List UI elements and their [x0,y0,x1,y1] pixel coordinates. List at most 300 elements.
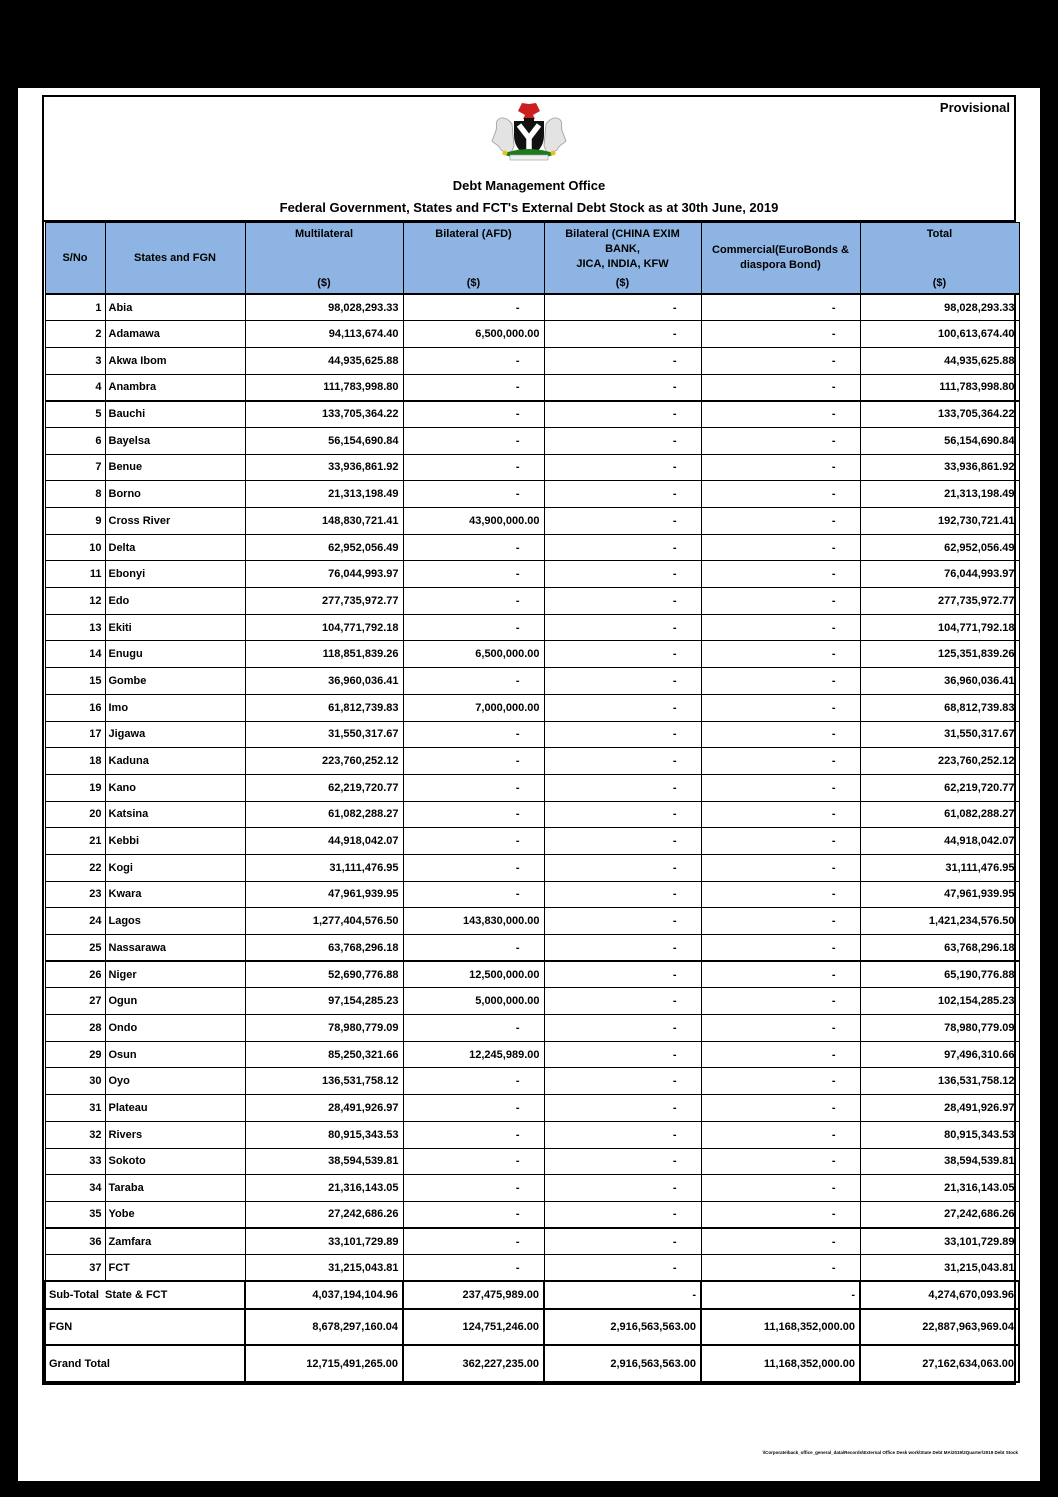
grand-total-total: 27,162,634,063.00 [860,1345,1019,1382]
cell-sno: 1 [45,294,105,321]
cell-state: Sokoto [105,1148,245,1175]
cell-total: 31,550,317.67 [860,721,1019,748]
cell-sno: 28 [45,1015,105,1042]
cell-bilateral-afd: - [403,1228,544,1255]
cell-bilateral-china: - [544,321,701,348]
cell-commercial: - [701,935,860,962]
cell-state: Nassarawa [105,935,245,962]
cell-multilateral: 21,316,143.05 [245,1175,403,1202]
cell-commercial: - [701,668,860,695]
cell-commercial: - [701,1175,860,1202]
cell-state: Ogun [105,988,245,1015]
cell-total: 80,915,343.53 [860,1121,1019,1148]
cell-multilateral: 33,936,861.92 [245,454,403,481]
cell-multilateral: 33,101,729.89 [245,1228,403,1255]
cell-sno: 2 [45,321,105,348]
subtotal-multilateral: 4,037,194,104.96 [245,1281,403,1309]
cell-bilateral-china: - [544,1148,701,1175]
cell-multilateral: 61,812,739.83 [245,694,403,721]
cell-commercial: - [701,694,860,721]
cell-total: 62,952,056.49 [860,534,1019,561]
subtotal-label: Sub-Total State & FCT [45,1281,245,1309]
document-page [18,88,1040,1481]
cell-commercial: - [701,1068,860,1095]
cell-multilateral: 36,960,036.41 [245,668,403,695]
cell-bilateral-china: - [544,454,701,481]
fgn-total: 22,887,963,969.04 [860,1309,1019,1345]
cell-commercial: - [701,561,860,588]
table-row [45,321,1019,348]
cell-total: 97,496,310.66 [860,1041,1019,1068]
cell-bilateral-afd: - [403,1121,544,1148]
cell-bilateral-afd: - [403,774,544,801]
cell-total: 21,316,143.05 [860,1175,1019,1202]
cell-multilateral: 47,961,939.95 [245,881,403,908]
table-row [45,534,1019,561]
cell-total: 44,918,042.07 [860,828,1019,855]
cell-state: Edo [105,588,245,615]
cell-sno: 14 [45,641,105,668]
cell-bilateral-afd: - [403,401,544,428]
cell-bilateral-china: - [544,1228,701,1255]
cell-multilateral: 111,783,998.80 [245,374,403,401]
cell-total: 47,961,939.95 [860,881,1019,908]
cell-sno: 5 [45,401,105,428]
cell-sno: 13 [45,614,105,641]
cell-bilateral-china: - [544,721,701,748]
cell-total: 44,935,625.88 [860,347,1019,374]
cell-commercial: - [701,588,860,615]
cell-bilateral-china: - [544,1201,701,1228]
col-header-multilateral: Multilateral ($) [245,223,403,295]
cell-commercial: - [701,481,860,508]
cell-total: 33,936,861.92 [860,454,1019,481]
cell-bilateral-china: - [544,481,701,508]
cell-bilateral-afd: - [403,374,544,401]
table-row [45,854,1019,881]
grand-total-bilateral-afd: 362,227,235.00 [403,1345,544,1382]
table-row [45,908,1019,935]
table-summary [45,1281,1019,1382]
cell-multilateral: 31,215,043.81 [245,1255,403,1282]
cell-commercial: - [701,1228,860,1255]
table-row [45,1121,1019,1148]
cell-bilateral-china: - [544,988,701,1015]
cell-bilateral-afd: 43,900,000.00 [403,508,544,535]
debt-stock-table [44,222,1020,1383]
cell-bilateral-afd: - [403,881,544,908]
table-row [45,1148,1019,1175]
cell-state: Borno [105,481,245,508]
table-row [45,668,1019,695]
cell-total: 61,082,288.27 [860,801,1019,828]
fgn-label: FGN [45,1309,245,1345]
cell-sno: 34 [45,1175,105,1202]
cell-bilateral-afd: - [403,1201,544,1228]
cell-bilateral-china: - [544,1175,701,1202]
cell-bilateral-china: - [544,828,701,855]
cell-commercial: - [701,454,860,481]
cell-bilateral-afd: - [403,748,544,775]
cell-commercial: - [701,721,860,748]
table-row [45,1175,1019,1202]
cell-multilateral: 38,594,539.81 [245,1148,403,1175]
cell-commercial: - [701,828,860,855]
cell-bilateral-afd: 6,500,000.00 [403,641,544,668]
fgn-row [45,1309,1019,1345]
cell-multilateral: 223,760,252.12 [245,748,403,775]
cell-sno: 37 [45,1255,105,1282]
fgn-multilateral: 8,678,297,160.04 [245,1309,403,1345]
cell-total: 31,111,476.95 [860,854,1019,881]
cell-sno: 16 [45,694,105,721]
cell-total: 65,190,776.88 [860,961,1019,988]
cell-bilateral-china: - [544,534,701,561]
cell-state: Enugu [105,641,245,668]
cell-commercial: - [701,988,860,1015]
cell-total: 76,044,993.97 [860,561,1019,588]
cell-bilateral-china: - [544,374,701,401]
cell-total: 136,531,758.12 [860,1068,1019,1095]
cell-state: Ondo [105,1015,245,1042]
cell-multilateral: 44,918,042.07 [245,828,403,855]
subtotal-bilateral-afd: 237,475,989.00 [403,1281,544,1309]
cell-bilateral-afd: - [403,668,544,695]
cell-sno: 8 [45,481,105,508]
cell-commercial: - [701,1041,860,1068]
cell-multilateral: 52,690,776.88 [245,961,403,988]
table-row [45,1068,1019,1095]
table-row [45,454,1019,481]
table-row [45,481,1019,508]
cell-multilateral: 104,771,792.18 [245,614,403,641]
cell-state: Imo [105,694,245,721]
cell-bilateral-china: - [544,1121,701,1148]
table-row [45,1228,1019,1255]
cell-sno: 33 [45,1148,105,1175]
table-row [45,1041,1019,1068]
cell-state: Bauchi [105,401,245,428]
cell-multilateral: 97,154,285.23 [245,988,403,1015]
fgn-commercial: 11,168,352,000.00 [701,1309,860,1345]
cell-bilateral-china: - [544,935,701,962]
cell-bilateral-afd: - [403,481,544,508]
cell-commercial: - [701,908,860,935]
cell-total: 38,594,539.81 [860,1148,1019,1175]
table-row [45,961,1019,988]
cell-total: 192,730,721.41 [860,508,1019,535]
subtotal-total: 4,274,670,093.96 [860,1281,1019,1309]
cell-multilateral: 85,250,321.66 [245,1041,403,1068]
cell-multilateral: 133,705,364.22 [245,401,403,428]
cell-sno: 30 [45,1068,105,1095]
cell-multilateral: 78,980,779.09 [245,1015,403,1042]
cell-sno: 24 [45,908,105,935]
cell-state: Zamfara [105,1228,245,1255]
cell-total: 27,242,686.26 [860,1201,1019,1228]
cell-bilateral-china: - [544,1015,701,1042]
cell-state: Akwa Ibom [105,347,245,374]
cell-sno: 25 [45,935,105,962]
cell-bilateral-afd: 7,000,000.00 [403,694,544,721]
provisional-label: Provisional [939,100,1010,115]
cell-sno: 21 [45,828,105,855]
cell-state: Plateau [105,1095,245,1122]
cell-bilateral-china: - [544,401,701,428]
cell-state: Bayelsa [105,427,245,454]
cell-state: Abia [105,294,245,321]
cell-bilateral-afd: - [403,1095,544,1122]
cell-sno: 31 [45,1095,105,1122]
cell-state: Rivers [105,1121,245,1148]
cell-bilateral-afd: - [403,427,544,454]
cell-sno: 15 [45,668,105,695]
cell-sno: 36 [45,1228,105,1255]
cell-multilateral: 277,735,972.77 [245,588,403,615]
file-path-footnote: \\Corporate\back_office_general_data\Records\External Office Desk work\State Debt MA\2019\2Quarter\2019 Debt Stock [762,1450,1018,1455]
cell-bilateral-china: - [544,748,701,775]
cell-commercial: - [701,321,860,348]
table-row [45,774,1019,801]
grand-total-commercial: 11,168,352,000.00 [701,1345,860,1382]
cell-state: Gombe [105,668,245,695]
table-row [45,828,1019,855]
cell-bilateral-china: - [544,294,701,321]
cell-state: Kano [105,774,245,801]
col-header-bilateral-china: Bilateral (CHINA EXIM BANK, JICA, INDIA, KFW ($) [544,223,701,295]
cell-bilateral-china: - [544,1095,701,1122]
cell-bilateral-afd: - [403,1255,544,1282]
report-title: Federal Government, States and FCT's External Debt Stock as at 30th June, 2019 [279,200,779,215]
cell-state: Lagos [105,908,245,935]
cell-multilateral: 136,531,758.12 [245,1068,403,1095]
cell-state: Delta [105,534,245,561]
cell-commercial: - [701,1121,860,1148]
table-row [45,614,1019,641]
cell-commercial: - [701,294,860,321]
cell-bilateral-afd: - [403,454,544,481]
cell-bilateral-afd: - [403,854,544,881]
table-row [45,694,1019,721]
cell-bilateral-afd: 5,000,000.00 [403,988,544,1015]
cell-bilateral-afd: - [403,828,544,855]
cell-total: 1,421,234,576.50 [860,908,1019,935]
cell-bilateral-afd: - [403,1068,544,1095]
cell-multilateral: 76,044,993.97 [245,561,403,588]
col-header-total: Total ($) [860,223,1019,295]
subtotal-bilateral-china: - [544,1281,701,1309]
cell-commercial: - [701,508,860,535]
cell-total: 111,783,998.80 [860,374,1019,401]
cell-total: 21,313,198.49 [860,481,1019,508]
cell-sno: 10 [45,534,105,561]
cell-state: Adamawa [105,321,245,348]
cell-bilateral-china: - [544,508,701,535]
cell-commercial: - [701,401,860,428]
cell-multilateral: 61,082,288.27 [245,801,403,828]
cell-multilateral: 21,313,198.49 [245,481,403,508]
cell-bilateral-afd: - [403,588,544,615]
cell-state: Cross River [105,508,245,535]
cell-multilateral: 31,111,476.95 [245,854,403,881]
cell-multilateral: 118,851,839.26 [245,641,403,668]
cell-total: 104,771,792.18 [860,614,1019,641]
cell-bilateral-china: - [544,774,701,801]
cell-multilateral: 62,952,056.49 [245,534,403,561]
cell-bilateral-afd: - [403,1015,544,1042]
grand-total-label: Grand Total [45,1345,245,1382]
cell-sno: 4 [45,374,105,401]
cell-bilateral-china: - [544,588,701,615]
cell-state: Kwara [105,881,245,908]
cell-bilateral-afd: - [403,721,544,748]
cell-sno: 11 [45,561,105,588]
cell-bilateral-china: - [544,641,701,668]
table-row [45,935,1019,962]
cell-state: Yobe [105,1201,245,1228]
cell-state: Anambra [105,374,245,401]
cell-commercial: - [701,641,860,668]
table-row [45,748,1019,775]
subtotal-row [45,1281,1019,1309]
cell-bilateral-afd: - [403,614,544,641]
grand-total-multilateral: 12,715,491,265.00 [245,1345,403,1382]
cell-commercial: - [701,961,860,988]
cell-bilateral-china: - [544,561,701,588]
cell-bilateral-afd: 143,830,000.00 [403,908,544,935]
table-row [45,1201,1019,1228]
table-row [45,508,1019,535]
cell-state: Osun [105,1041,245,1068]
cell-sno: 27 [45,988,105,1015]
cell-bilateral-china: - [544,427,701,454]
cell-state: Katsina [105,801,245,828]
cell-commercial: - [701,347,860,374]
cell-multilateral: 98,028,293.33 [245,294,403,321]
cell-total: 277,735,972.77 [860,588,1019,615]
cell-commercial: - [701,374,860,401]
cell-sno: 18 [45,748,105,775]
cell-total: 125,351,839.26 [860,641,1019,668]
cell-sno: 12 [45,588,105,615]
cell-state: Kogi [105,854,245,881]
table-row [45,721,1019,748]
cell-state: Kaduna [105,748,245,775]
cell-bilateral-china: - [544,908,701,935]
cell-bilateral-afd: - [403,294,544,321]
cell-state: Kebbi [105,828,245,855]
cell-sno: 9 [45,508,105,535]
cell-sno: 7 [45,454,105,481]
grand-total-row [45,1345,1019,1382]
cell-sno: 32 [45,1121,105,1148]
cell-multilateral: 148,830,721.41 [245,508,403,535]
cell-commercial: - [701,774,860,801]
document-header [44,97,1014,222]
cell-state: Jigawa [105,721,245,748]
cell-sno: 19 [45,774,105,801]
cell-total: 36,960,036.41 [860,668,1019,695]
table-row [45,588,1019,615]
cell-total: 28,491,926.97 [860,1095,1019,1122]
cell-sno: 26 [45,961,105,988]
cell-sno: 3 [45,347,105,374]
cell-sno: 6 [45,427,105,454]
cell-bilateral-china: - [544,961,701,988]
org-title: Debt Management Office [452,178,606,193]
cell-multilateral: 80,915,343.53 [245,1121,403,1148]
cell-multilateral: 31,550,317.67 [245,721,403,748]
cell-sno: 29 [45,1041,105,1068]
cell-multilateral: 94,113,674.40 [245,321,403,348]
cell-commercial: - [701,534,860,561]
cell-bilateral-china: - [544,854,701,881]
cell-commercial: - [701,854,860,881]
cell-bilateral-china: - [544,694,701,721]
cell-multilateral: 1,277,404,576.50 [245,908,403,935]
cell-commercial: - [701,1015,860,1042]
table-row [45,641,1019,668]
cell-sno: 35 [45,1201,105,1228]
table-row [45,347,1019,374]
cell-total: 68,812,739.83 [860,694,1019,721]
col-header-states: States and FGN [105,223,245,295]
coat-of-arms-icon [488,102,570,164]
cell-commercial: - [701,1095,860,1122]
cell-commercial: - [701,748,860,775]
cell-multilateral: 62,219,720.77 [245,774,403,801]
cell-bilateral-china: - [544,1255,701,1282]
cell-commercial: - [701,1201,860,1228]
cell-bilateral-china: - [544,347,701,374]
cell-sno: 23 [45,881,105,908]
cell-bilateral-afd: - [403,347,544,374]
cell-bilateral-afd: - [403,534,544,561]
cell-bilateral-afd: 12,500,000.00 [403,961,544,988]
cell-total: 56,154,690.84 [860,427,1019,454]
cell-total: 33,101,729.89 [860,1228,1019,1255]
cell-bilateral-afd: - [403,1175,544,1202]
cell-total: 63,768,296.18 [860,935,1019,962]
cell-total: 102,154,285.23 [860,988,1019,1015]
cell-total: 100,613,674.40 [860,321,1019,348]
table-row [45,1255,1019,1282]
cell-commercial: - [701,881,860,908]
cell-state: Ekiti [105,614,245,641]
cell-multilateral: 56,154,690.84 [245,427,403,454]
cell-bilateral-afd: - [403,801,544,828]
table-row [45,561,1019,588]
cell-total: 31,215,043.81 [860,1255,1019,1282]
col-header-bilateral-afd: Bilateral (AFD) ($) [403,223,544,295]
cell-commercial: - [701,1148,860,1175]
cell-bilateral-china: - [544,614,701,641]
grand-total-bilateral-china: 2,916,563,563.00 [544,1345,701,1382]
cell-multilateral: 28,491,926.97 [245,1095,403,1122]
table-body [45,294,1019,1281]
cell-state: FCT [105,1255,245,1282]
cell-total: 62,219,720.77 [860,774,1019,801]
table-row [45,427,1019,454]
cell-total: 133,705,364.22 [860,401,1019,428]
table-row [45,881,1019,908]
cell-multilateral: 63,768,296.18 [245,935,403,962]
table-row [45,374,1019,401]
cell-total: 223,760,252.12 [860,748,1019,775]
cell-bilateral-china: - [544,668,701,695]
table-row [45,988,1019,1015]
nigeria-coat-of-arms-logo [488,102,570,169]
